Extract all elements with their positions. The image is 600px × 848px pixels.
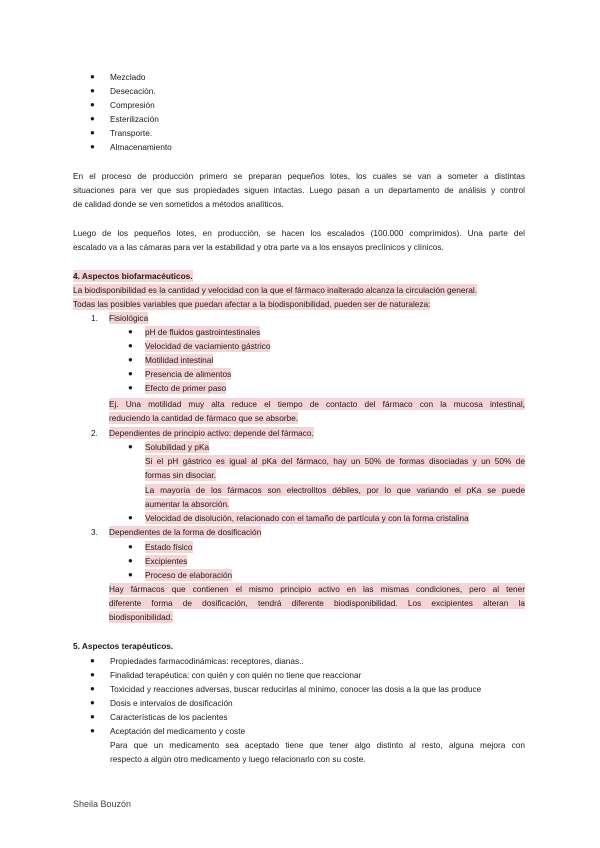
bullet-glyph: ● — [128, 341, 133, 350]
section-heading: 4. Aspectos biofarmacéuticos. — [73, 271, 193, 281]
paragraph-line: Hay fármacos que contienen el mismo principio activo en las mismas condiciones, pero al tener — [109, 584, 525, 594]
paragraph-line: Para que un medicamento sea aceptado tiene que tener algo distinto al resto, alguna mejora con — [110, 740, 525, 750]
paragraph-line: biodisponibilidad. — [109, 612, 173, 622]
bullet-glyph: ● — [128, 369, 133, 378]
paragraph-line: La biodisponibilidad es la cantidad y velocidad con la que el fármaco inalterado alcanza la circulación general. — [73, 285, 478, 295]
list-item: Propiedades farmacodinámicas: receptores, dianas.. — [110, 656, 304, 666]
bullet-glyph: ● — [128, 556, 133, 565]
bullet-glyph: ● — [90, 72, 95, 81]
list-item: Presencia de alimentos — [145, 369, 232, 379]
bullet-glyph: ● — [90, 726, 95, 735]
example-line: reduciendo la cantidad de fármaco que se absorbe. — [109, 413, 299, 423]
bullet-glyph: ● — [90, 100, 95, 109]
bullet-glyph: ● — [90, 114, 95, 123]
list-item: Esterilización — [110, 114, 159, 124]
list-item: Finalidad terapéutica: con quién y con quién no tiene que reaccionar — [110, 670, 362, 680]
list-item: Almacenamiento — [110, 142, 172, 152]
list-item-title: Dependientes de principio activo: depende del fármaco. — [109, 428, 314, 438]
list-number: 2. — [91, 428, 98, 438]
paragraph-line: Todas las posibles variables que puedan afectar a la biodisponibilidad, pueden ser de naturaleza: — [73, 299, 431, 309]
list-item: Solubilidad y pKa — [145, 442, 210, 452]
bullet-glyph: ● — [128, 513, 133, 522]
list-item: Proceso de elaboración — [145, 570, 233, 580]
list-item: Mezclado — [110, 72, 146, 82]
list-item: Características de los pacientes — [110, 712, 228, 722]
paragraph-line: diferente forma de dosificación, tendrá diferente biodisponibilidad. Los excipientes alteran la — [109, 598, 525, 608]
paragraph-line: La mayoría de los fármacos son electrolitos débiles, por lo que variando el pKa se puede — [145, 485, 525, 495]
section-heading: 5. Aspectos terapéuticos. — [73, 641, 174, 651]
paragraph-line: situaciones para ver que sus propiedades siguen intactas. Luego pasan a un departamento de análisis y control — [73, 185, 525, 195]
bullet-glyph: ● — [90, 128, 95, 137]
list-item: Aceptación del medicamento y coste — [110, 726, 246, 736]
list-item: Transporte. — [110, 128, 153, 138]
bullet-glyph: ● — [90, 670, 95, 679]
list-item: Efecto de primer paso — [145, 383, 227, 393]
bullet-glyph: ● — [128, 355, 133, 364]
paragraph-line: Luego de los pequeños lotes, en producción, se hacen los escalados (100.000 comprimidos). Una parte del — [73, 228, 525, 238]
bullet-glyph: ● — [90, 142, 95, 151]
bullet-glyph: ● — [90, 86, 95, 95]
bullet-glyph: ● — [128, 327, 133, 336]
list-item: Desecación. — [110, 86, 156, 96]
list-item: Dosis e intervalos de dosificación — [110, 698, 233, 708]
bullet-glyph: ● — [128, 570, 133, 579]
example-line: Ej. Una motilidad muy alta reduce el tiempo de contacto del fármaco con la mucosa intestinal, — [109, 399, 525, 409]
list-item-title: Dependientes de la forma de dosificación — [109, 527, 262, 537]
paragraph-line: Si el pH gástrico es igual al pKa del fármaco, hay un 50% de formas disociadas y un 50% de — [145, 456, 525, 466]
bullet-glyph: ● — [90, 712, 95, 721]
list-number: 1. — [91, 313, 98, 323]
list-item-title: Fisiológica — [109, 313, 149, 323]
paragraph-line: escalado va a las cámaras para ver la estabilidad y otra parte va a los ensayos preclínicos y clínicos. — [73, 242, 444, 252]
bullet-glyph: ● — [90, 698, 95, 707]
paragraph-line: formas sin disociar. — [145, 470, 217, 480]
list-item: Excipientes — [145, 556, 188, 566]
page-footer-author: Sheila Bouzón — [73, 799, 132, 809]
bullet-glyph: ● — [128, 383, 133, 392]
list-item: Velocidad de vaciamiento gástrico — [145, 341, 271, 351]
paragraph-line: de calidad donde se ven sometidos a métodos analíticos. — [73, 199, 284, 209]
list-number: 3. — [91, 527, 98, 537]
bullet-glyph: ● — [128, 442, 133, 451]
paragraph-line: respecto a algún otro medicamento y luego relacionarlo con su coste. — [110, 754, 366, 764]
paragraph-line: aumentar la absorción. — [145, 499, 230, 509]
list-item: Motilidad intestinal — [145, 355, 214, 365]
list-item: Velocidad de disolución, relacionado con el tamaño de partícula y con la forma cristalina — [145, 513, 469, 523]
bullet-glyph: ● — [128, 542, 133, 551]
paragraph-line: En el proceso de producción primero se preparan pequeños lotes, los cuales se van a someter a distintas — [73, 171, 525, 181]
bullet-glyph: ● — [90, 656, 95, 665]
list-item: pH de fluidos gastrointestinales — [145, 327, 261, 337]
list-item: Toxicidad y reacciones adversas, buscar reducirlas al mínimo, conocer las dosis a la que las produce — [110, 684, 482, 694]
list-item: Estado físico — [145, 542, 193, 552]
bullet-glyph: ● — [90, 684, 95, 693]
list-item: Compresión — [110, 100, 155, 110]
